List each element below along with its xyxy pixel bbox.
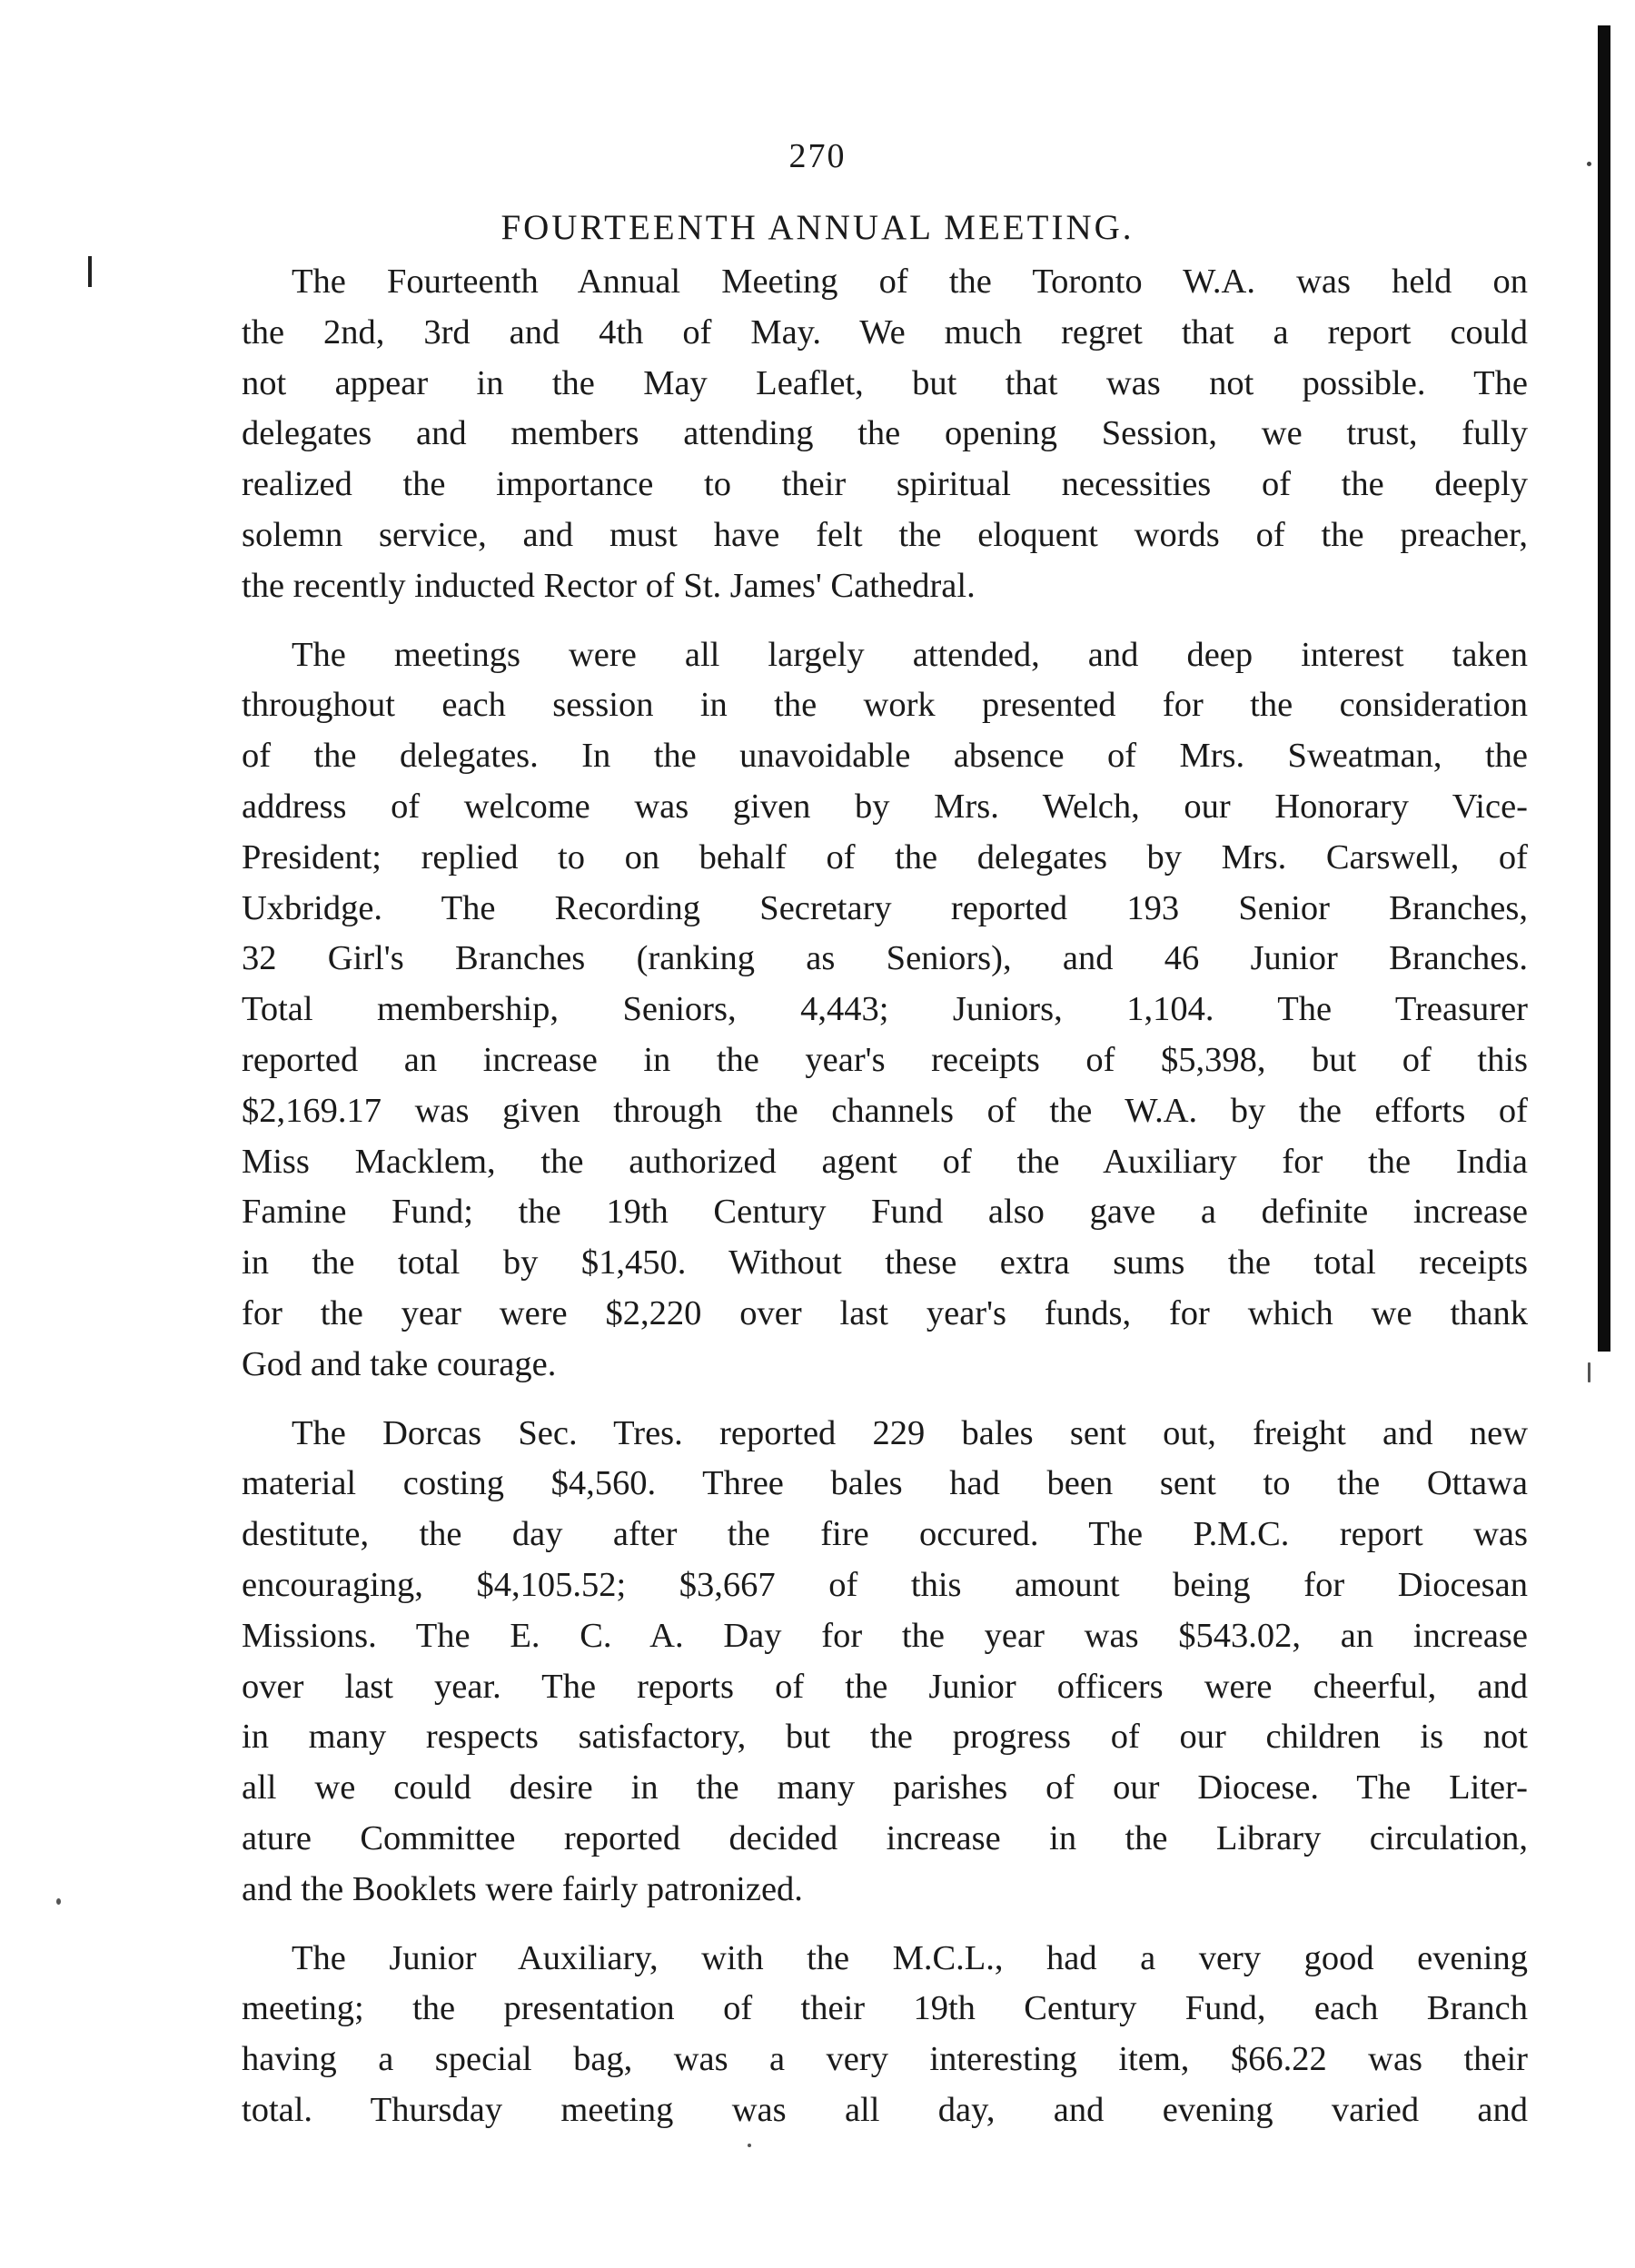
text-line: $2,169.17 was given through the channels of the W.A. by the efforts of — [242, 1091, 1528, 1130]
text-line: realized the importance to their spiritual necessities of the deeply — [242, 465, 1528, 504]
text-line: address of welcome was given by Mrs. Welch, our Honorary Vice- — [242, 787, 1528, 826]
scan-speck — [1588, 1362, 1590, 1382]
text-line: for the year were $2,220 over last year's funds, for which we thank — [242, 1293, 1528, 1332]
text-line: over last year. The reports of the Junior officers were cheerful, and — [242, 1667, 1528, 1706]
text-line: Miss Macklem, the authorized agent of the Auxiliary for the India — [242, 1142, 1528, 1181]
body-text — [242, 257, 1528, 2136]
text-line: meeting; the presentation of their 19th Century Fund, each Branch — [242, 1989, 1528, 2028]
text-line: The Dorcas Sec. Tres. reported 229 bales sent out, freight and new — [292, 1413, 1528, 1452]
paragraph — [242, 257, 1528, 612]
text-line: Total membership, Seniors, 4,443; Juniors, 1,104. The Treasurer — [242, 990, 1528, 1029]
text-line: not appear in the May Leaflet, but that was not possible. The — [242, 363, 1528, 402]
margin-mark — [88, 256, 92, 287]
text-line: encouraging, $4,105.52; $3,667 of this amount being for Diocesan — [242, 1565, 1528, 1604]
text-line: The meetings were all largely attended, and deep interest taken — [292, 635, 1528, 674]
text-line: in many respects satisfactory, but the progress of our children is not — [242, 1718, 1528, 1757]
text-line: God and take courage. — [242, 1344, 557, 1383]
paragraph — [242, 1409, 1528, 1916]
text-line: Uxbridge. The Recording Secretary reported 193 Senior Branches, — [242, 888, 1528, 927]
text-line: Famine Fund; the 19th Century Fund also gave a definite increase — [242, 1193, 1528, 1232]
text-line: ature Committee reported decided increase in the Library circulation, — [242, 1818, 1528, 1857]
scan-speck — [56, 1898, 61, 1905]
page-heading: FOURTEENTH ANNUAL MEETING. — [500, 208, 1135, 247]
text-line: The Junior Auxiliary, with the M.C.L., had a very good evening — [292, 1938, 1528, 1977]
text-line: 32 Girl's Branches (ranking as Seniors), and 46 Junior Branches. — [242, 939, 1528, 978]
text-line: solemn service, and must have felt the eloquent words of the preacher, — [242, 515, 1528, 554]
text-line: the 2nd, 3rd and 4th of May. We much regret that a report could — [242, 312, 1528, 352]
paragraph — [242, 630, 1528, 1391]
text-line: all we could desire in the many parishes of our Diocese. The Liter- — [242, 1768, 1528, 1807]
text-line: destitute, the day after the fire occured. The P.M.C. report was — [242, 1515, 1528, 1554]
text-line: of the delegates. In the unavoidable absence of Mrs. Sweatman, the — [242, 737, 1528, 776]
text-line: The Fourteenth Annual Meeting of the Toronto W.A. was held on — [292, 262, 1528, 301]
text-line: Missions. The E. C. A. Day for the year was $543.02, an increase — [242, 1616, 1528, 1655]
text-line: and the Booklets were fairly patronized. — [242, 1869, 803, 1908]
paragraph — [242, 1934, 1528, 2136]
text-line: the recently inducted Rector of St. James' Cathedral. — [242, 566, 976, 605]
text-line: delegates and members attending the opening Session, we trust, fully — [242, 414, 1528, 453]
text-line: total. Thursday meeting was all day, and evening varied and — [242, 2090, 1528, 2129]
text-line: material costing $4,560. Three bales had been sent to the Ottawa — [242, 1464, 1528, 1503]
text-line: in the total by $1,450. Without these extra sums the total receipts — [242, 1243, 1528, 1283]
page-number: 270 — [788, 137, 847, 175]
text-line: having a special bag, was a very interesting item, $66.22 was their — [242, 2040, 1528, 2079]
text-line: President; replied to on behalf of the delegates by Mrs. Carswell, of — [242, 837, 1528, 876]
text-line: reported an increase in the year's receipts of $5,398, but of this — [242, 1040, 1528, 1079]
text-line: throughout each session in the work presented for the consideration — [242, 686, 1528, 725]
scan-speck — [748, 2144, 751, 2147]
